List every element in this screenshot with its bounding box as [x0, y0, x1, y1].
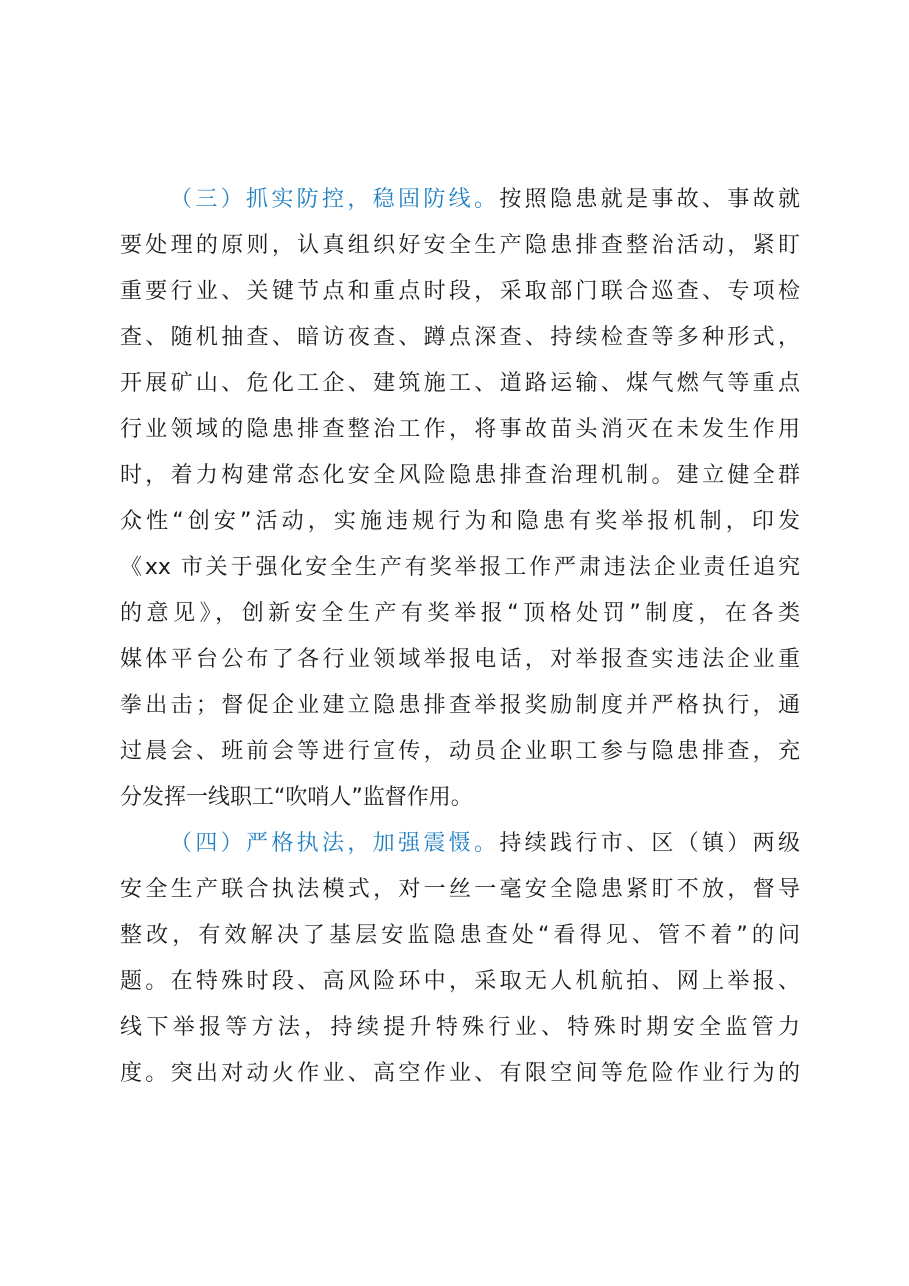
paragraph-1-line-13: 过晨会、班前会等进行宣传，动员企业职工参与隐患排查，充 — [120, 739, 800, 764]
paragraph-1-line-4: 查、随机抽查、暗访夜查、蹲点深查、持续检查等多种形式， — [120, 325, 800, 350]
paragraph-2-line-3: 整改，有效解决了基层安监隐患查处“看得见、管不着”的问 — [120, 923, 800, 948]
paragraph-1-line-1 — [170, 177, 800, 223]
paragraph-1-line-8: 众性“创安”活动，实施违规行为和隐患有奖举报机制，印发 — [120, 509, 800, 534]
paragraph-1-line-10: 的意见》，创新安全生产有奖举报“顶格处罚”制度，在各类 — [120, 601, 800, 626]
paragraph-1-heading: （三）抓实防控，稳固防线。 — [170, 187, 500, 212]
paragraph-1-line-11: 媒体平台公布了各行业领域举报电话，对举报查实违法企业重 — [120, 647, 800, 672]
paragraph-1-text: 按照隐患就是事故、事故就 — [499, 187, 800, 212]
paragraph-1-line-7: 时，着力构建常态化安全风险隐患排查治理机制。建立健全群 — [120, 463, 800, 488]
paragraph-2-line-2: 安全生产联合执法模式，对一丝一毫安全隐患紧盯不放，督导 — [120, 877, 800, 902]
paragraph-2-heading: （四）严格执法，加强震慑。 — [170, 831, 500, 856]
paragraph-1-line-5: 开展矿山、危化工企、建筑施工、道路运输、煤气燃气等重点 — [120, 371, 800, 396]
paragraph-2-line-4: 题。在特殊时段、高风险环中，采取无人机航拍、网上举报、 — [120, 969, 800, 994]
paragraph-1-line-14: 分发挥一线职工“吹哨人”监督作用。 — [120, 785, 473, 810]
paragraph-1-line-12: 拳出击；督促企业建立隐患排查举报奖励制度并严格执行，通 — [120, 693, 800, 718]
paragraph-1-line-3: 重要行业、关键节点和重点时段，采取部门联合巡查、专项检 — [120, 279, 800, 304]
paragraph-2-line-1 — [170, 821, 800, 867]
paragraph-2-text: 持续践行市、区（镇）两级 — [499, 831, 800, 856]
paragraph-1-line-6: 行业领域的隐患排查整治工作，将事故苗头消灭在未发生作用 — [120, 417, 800, 442]
paragraph-1-line-9: 《xx 市关于强化安全生产有奖举报工作严肃违法企业责任追究 — [120, 555, 800, 580]
paragraph-1-line-2: 要处理的原则，认真组织好安全生产隐患排查整治活动，紧盯 — [120, 233, 800, 258]
paragraph-2-line-5: 线下举报等方法，持续提升特殊行业、特殊时期安全监管力 — [120, 1015, 800, 1040]
paragraph-2-line-6: 度。突出对动火作业、高空作业、有限空间等危险作业行为的 — [120, 1061, 800, 1086]
